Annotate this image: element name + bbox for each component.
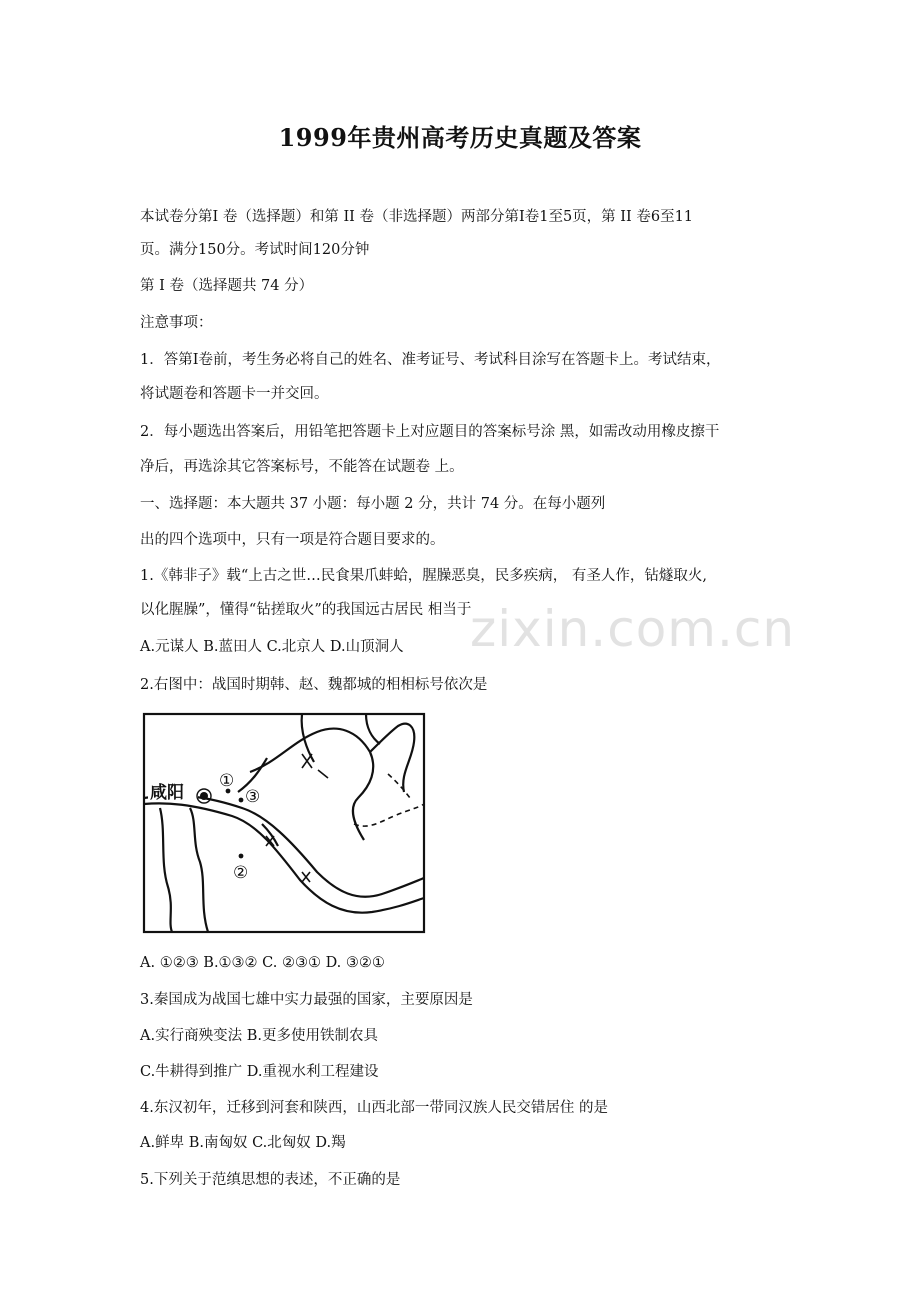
river-line bbox=[366, 714, 380, 744]
notice-heading: 注意事项： bbox=[140, 315, 213, 331]
map-marker-2: ② bbox=[233, 863, 249, 883]
map-frame bbox=[144, 714, 424, 932]
coast-line bbox=[370, 724, 414, 792]
river-line bbox=[144, 803, 424, 912]
answer-options: A.实行商殃变法 B.更多使用铁制农具 bbox=[140, 1028, 378, 1044]
answer-options: C.牛耕得到推广 D.重视水利工程建设 bbox=[140, 1064, 379, 1080]
notice-line: 2．每小题选出答案后，用铅笔把答题卡上对应题目的答案标号涂 黑，如需改动用橡皮擦干 bbox=[140, 424, 720, 440]
notice-line: 1．答第Ⅰ卷前，考生务必将自己的姓名、准考证号、考试科目涂写在答题卡上。考试结束， bbox=[140, 352, 721, 368]
river-line bbox=[190, 808, 208, 932]
answer-options: A.元谋人 B.蓝田人 C.北京人 D.山顶洞人 bbox=[140, 639, 404, 655]
border-line bbox=[388, 774, 410, 798]
question-line: 2.右图中：战国时期韩、赵、魏都城的相相标号依次是 bbox=[140, 677, 488, 693]
intro-line: 页。满分150分。考试时间120分钟 bbox=[140, 242, 370, 258]
map-marker-1: ① bbox=[219, 771, 235, 791]
warring-states-map bbox=[142, 712, 426, 934]
section-heading: 第 Ⅰ 卷（选择题共 74 分） bbox=[140, 278, 314, 294]
mountain-mark bbox=[318, 770, 328, 778]
border-line bbox=[354, 804, 424, 826]
map-marker-3: ③ bbox=[245, 787, 261, 807]
watermark: zixin.com.cn bbox=[470, 600, 796, 658]
notice-line: 净后，再选涂其它答案标号，不能答在试题卷 上。 bbox=[140, 459, 464, 475]
question-line: 以化腥臊”，懂得“钻搓取火”的我国远古居民 相当于 bbox=[140, 602, 472, 618]
city-label-xianyang: 咸阳 bbox=[150, 783, 184, 803]
instruction-line: 一、选择题：本大题共 37 小题：每小题 2 分，共计 74 分。在每小题列 bbox=[140, 496, 606, 512]
question-line: 3.秦国成为战国七雄中实力最强的国家，主要原因是 bbox=[140, 992, 473, 1008]
instruction-line: 出的四个选项中，只有一项是符合题目要求的。 bbox=[140, 532, 445, 548]
city-dot-2 bbox=[239, 854, 244, 859]
river-line bbox=[160, 808, 172, 932]
intro-line: 本试卷分第Ⅰ 卷（选择题）和第 II 卷（非选择题）两部分第Ⅰ卷1至5页，第 II 卷6至11 bbox=[140, 209, 694, 225]
question-line: 1.《韩非子》载“上古之世…民食果爪蚌蛤，腥臊恶臭，民多疾病， 有圣人作，钻燧取火, bbox=[140, 568, 707, 584]
page-title: 1999年贵州高考历史真题及答案 bbox=[278, 123, 642, 152]
river-line bbox=[144, 796, 424, 897]
notice-line: 将试题卷和答题卡一并交回。 bbox=[140, 386, 329, 402]
answer-options: A.鲜卑 B.南匈奴 C.北匈奴 D.羯 bbox=[140, 1135, 346, 1151]
question-line: 4.东汉初年，迁移到河套和陕西，山西北部一带同汉族人民交错居住 的是 bbox=[140, 1100, 608, 1116]
capital-dot bbox=[200, 792, 208, 800]
answer-options: A. ①②③ B.①③② C. ②③① D. ③②① bbox=[140, 955, 385, 971]
city-dot-3 bbox=[239, 798, 244, 803]
question-line: 5.下列关于范缜思想的表述，不正确的是 bbox=[140, 1172, 401, 1188]
